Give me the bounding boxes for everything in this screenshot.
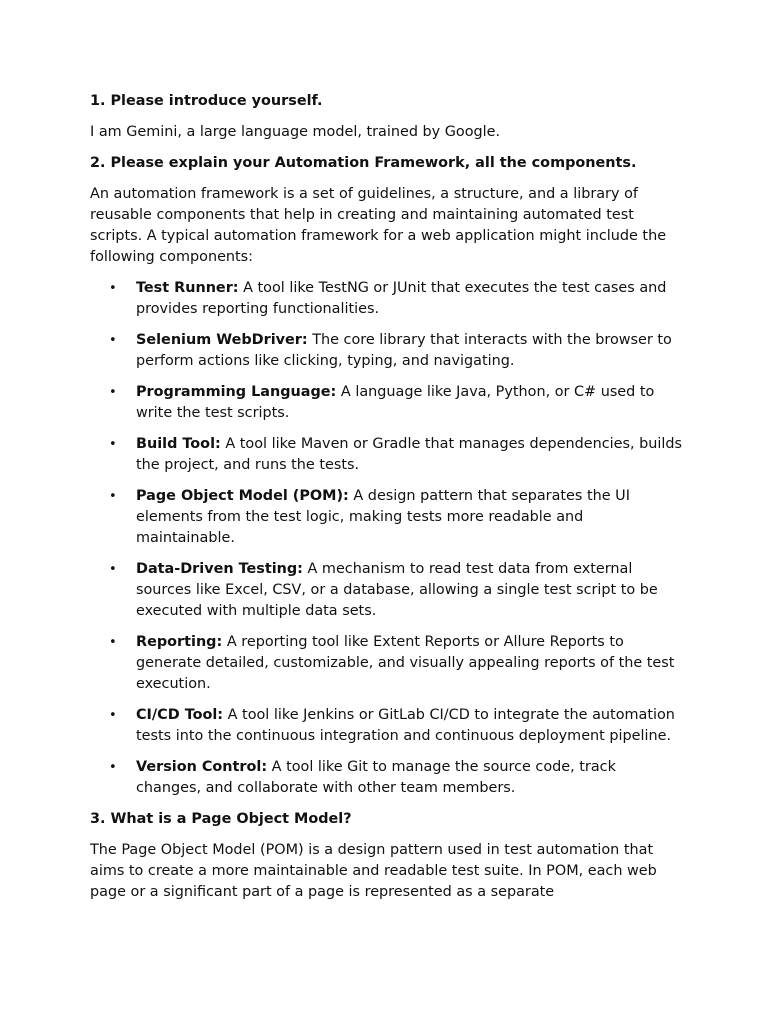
bullet-icon: • [109,437,117,452]
component-term: Selenium WebDriver: [136,332,308,348]
bullet-icon: • [109,385,117,400]
component-term: Test Runner: [136,280,239,296]
list-item [90,434,682,476]
bullet-icon: • [109,708,117,723]
list-item [90,757,682,799]
component-term: Page Object Model (POM): [136,488,349,504]
list-item [90,330,682,372]
question-2-heading: 2. Please explain your Automation Framework, all the components. [90,155,637,171]
list-item [90,486,682,549]
bullet-icon: • [109,281,117,296]
component-term: Version Control: [136,759,268,775]
component-description: A tool like TestNG or JUnit that executes the test cases and provides reporting functionalities. [136,280,667,317]
component-term: Data-Driven Testing: [136,561,303,577]
component-term: Programming Language: [136,384,337,400]
bullet-icon: • [109,635,117,650]
list-item [90,382,682,424]
bullet-icon: • [109,760,117,775]
answer-2-paragraph: An automation framework is a set of guidelines, a structure, and a library of reusable components that help in creating and maintaining automated test scripts. A typical automation framework for a web application might include the following components: [90,186,667,265]
list-item [90,278,682,320]
list-item [90,705,682,747]
component-description: A mechanism to read test data from external sources like Excel, CSV, or a database, allowing a single test script to be executed with multiple data sets. [136,561,658,619]
bullet-icon: • [109,333,117,348]
question-3-heading: 3. What is a Page Object Model? [90,811,352,827]
component-term: Reporting: [136,634,223,650]
component-description: A reporting tool like Extent Reports or Allure Reports to generate detailed, customizable, and visually appealing reports of the test execution. [136,634,675,692]
list-item [90,559,682,622]
component-description: The core library that interacts with the browser to perform actions like clicking, typing, and navigating. [136,332,672,369]
question-1-heading: 1. Please introduce yourself. [90,93,323,109]
component-term: Build Tool: [136,436,221,452]
component-description: A tool like Git to manage the source code, track changes, and collaborate with other team members. [136,759,616,796]
component-description: A tool like Jenkins or GitLab CI/CD to integrate the automation tests into the continuous integration and continuous deployment pipeline. [136,707,675,744]
component-description: A design pattern that separates the UI elements from the test logic, making tests more readable and maintainable. [136,488,630,546]
component-description: A tool like Maven or Gradle that manages dependencies, builds the project, and runs the tests. [136,436,683,473]
list-item [90,632,682,695]
framework-components-list [90,278,682,799]
answer-3-paragraph: The Page Object Model (POM) is a design pattern used in test automation that aims to create a more maintainable and readable test suite. In POM, each web page or a significant part of a page is represented as a separate [90,842,657,900]
bullet-icon: • [109,562,117,577]
document-page [90,91,682,913]
bullet-icon: • [109,489,117,504]
component-description: A language like Java, Python, or C# used to write the test scripts. [136,384,655,421]
answer-1-paragraph: I am Gemini, a large language model, trained by Google. [90,124,501,140]
component-term: CI/CD Tool: [136,707,224,723]
